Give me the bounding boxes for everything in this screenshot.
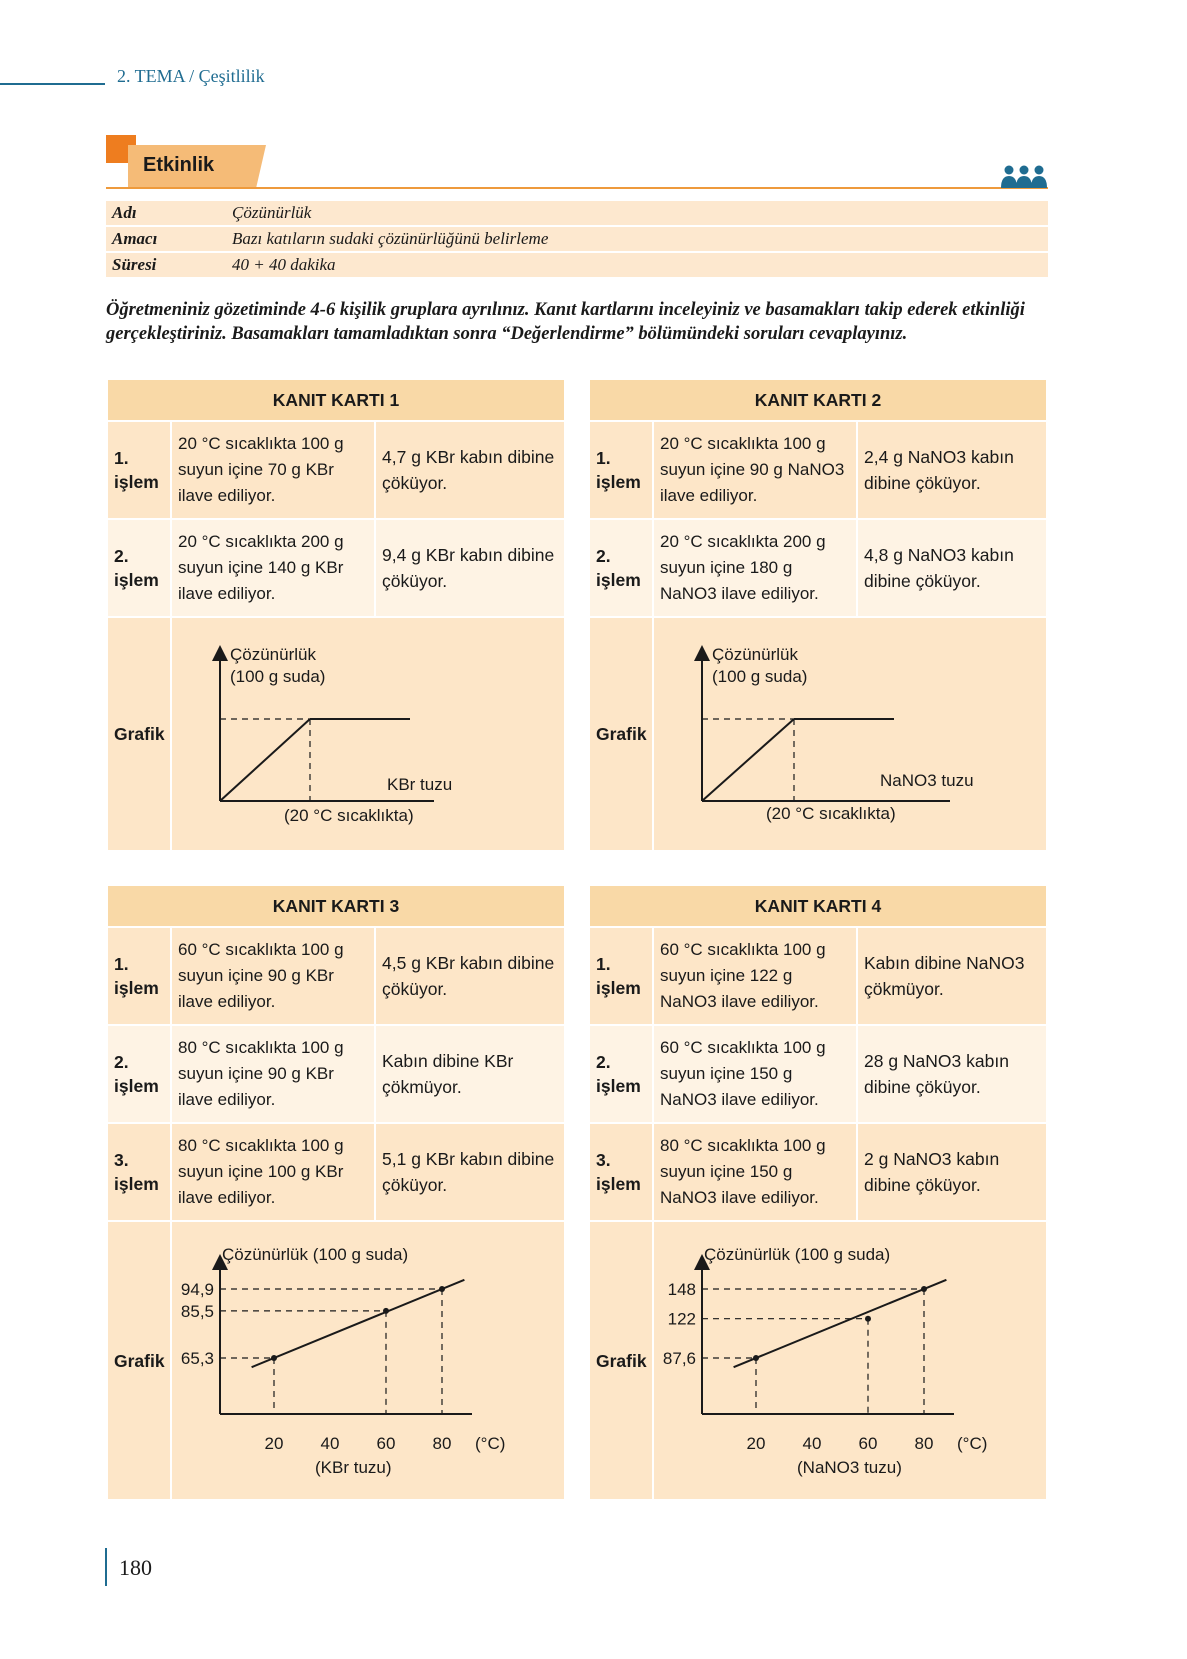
graph-cell bbox=[653, 1221, 1047, 1500]
graph-cell bbox=[171, 617, 565, 851]
evidence-card-3 bbox=[106, 884, 566, 1501]
step-condition: 20 °C sıcaklıkta 100 g suyun içine 90 g NaNO3 ilave ediliyor. bbox=[653, 421, 857, 519]
info-value: Bazı katıların sudaki çözünürlüğünü belirleme bbox=[226, 227, 1048, 251]
card-step-row bbox=[589, 1025, 1047, 1123]
info-key: Adı bbox=[106, 201, 226, 225]
x-axis-label: NaNO3 tuzu bbox=[880, 771, 974, 790]
step-condition: 80 °C sıcaklıkta 100 g suyun içine 150 g NaNO3 ilave ediliyor. bbox=[653, 1123, 857, 1221]
info-row-name bbox=[106, 201, 1048, 225]
y-tick-label: 94,9 bbox=[180, 1280, 214, 1299]
step-condition: 60 °C sıcaklıkta 100 g suyun içine 122 g NaNO3 ilave ediliyor. bbox=[653, 927, 857, 1025]
chart-xunit: (°C) bbox=[957, 1434, 988, 1453]
page-number: 180 bbox=[119, 1555, 152, 1580]
step-label: 1. işlem bbox=[107, 421, 171, 519]
x-tick-label: 20 bbox=[746, 1434, 766, 1453]
header-rule bbox=[0, 83, 105, 85]
card-step-row bbox=[107, 1123, 565, 1221]
step-result: 4,5 g KBr kabın dibine çöküyor. bbox=[375, 927, 565, 1025]
step-label: 2. işlem bbox=[589, 1025, 653, 1123]
step-label: 3. işlem bbox=[589, 1123, 653, 1221]
data-point bbox=[439, 1286, 445, 1292]
card-step-row bbox=[107, 927, 565, 1025]
step-condition: 20 °C sıcaklıkta 100 g suyun içine 70 g KBr ilave ediliyor. bbox=[171, 421, 375, 519]
card-step-row bbox=[107, 421, 565, 519]
curve-rise bbox=[702, 719, 794, 801]
step-label: 2. işlem bbox=[589, 519, 653, 617]
card-graph-row bbox=[589, 617, 1047, 851]
x-tick-label: 80 bbox=[914, 1434, 934, 1453]
card-graph-row bbox=[107, 1221, 565, 1500]
graph-label: Grafik bbox=[107, 1221, 171, 1500]
chart-xlabel: (KBr tuzu) bbox=[315, 1458, 392, 1477]
step-result: 9,4 g KBr kabın dibine çöküyor. bbox=[375, 519, 565, 617]
activity-label: Etkinlik bbox=[143, 154, 215, 176]
step-condition: 80 °C sıcaklıkta 100 g suyun içine 90 g KBr ilave ediliyor. bbox=[171, 1025, 375, 1123]
step-result: Kabın dibine NaNO3 çökmüyor. bbox=[857, 927, 1047, 1025]
card-graph-row bbox=[107, 617, 565, 851]
group-work-icon bbox=[1000, 165, 1048, 189]
x-tick-label: 60 bbox=[858, 1434, 878, 1453]
info-value: 40 + 40 dakika bbox=[226, 253, 1048, 277]
step-result: 5,1 g KBr kabın dibine çöküyor. bbox=[375, 1123, 565, 1221]
data-point bbox=[753, 1355, 759, 1361]
y-tick-label: 65,3 bbox=[180, 1349, 214, 1368]
step-result: 2,4 g NaNO3 kabın dibine çöküyor. bbox=[857, 421, 1047, 519]
data-point bbox=[865, 1316, 871, 1322]
card-title: KANIT KARTI 3 bbox=[107, 885, 565, 927]
y-axis-label: (100 g suda) bbox=[230, 667, 326, 686]
y-tick-label: 85,5 bbox=[180, 1301, 214, 1321]
y-tick-label: 122 bbox=[667, 1309, 696, 1329]
step-result: 4,7 g KBr kabın dibine çöküyor. bbox=[375, 421, 565, 519]
card-step-row bbox=[107, 519, 565, 617]
curve-rise bbox=[220, 719, 310, 801]
y-tick-label: 148 bbox=[667, 1280, 696, 1299]
step-condition: 20 °C sıcaklıkta 200 g suyun içine 140 g KBr ilave ediliyor. bbox=[171, 519, 375, 617]
step-result: Kabın dibine KBr çökmüyor. bbox=[375, 1025, 565, 1123]
y-axis-label: Çözünürlük bbox=[230, 645, 316, 664]
evidence-card-2 bbox=[588, 378, 1048, 852]
solubility-chart-nano3 bbox=[654, 1222, 1044, 1492]
card-graph-row bbox=[589, 1221, 1047, 1500]
activity-rule bbox=[106, 187, 1048, 189]
y-tick-label: 87,6 bbox=[662, 1349, 696, 1368]
instructions-text: Öğretmeniniz gözetiminde 4-6 kişilik gruplara ayrılınız. Kanıt kartlarını inceleyiniz ve basamakları takip ederek etkinliği gerçekleştiriniz. Basamakları tamamladıktan sonra “Değerlendirme” bölümündeki soruları cevaplayınız. bbox=[106, 300, 1025, 344]
step-label: 1. işlem bbox=[107, 927, 171, 1025]
step-label: 1. işlem bbox=[589, 927, 653, 1025]
x-tick-label: 80 bbox=[432, 1434, 452, 1453]
x-axis-label: KBr tuzu bbox=[387, 775, 453, 794]
card-step-row bbox=[589, 1123, 1047, 1221]
step-label: 3. işlem bbox=[107, 1123, 171, 1221]
x-tick-label: 20 bbox=[264, 1434, 284, 1453]
step-label: 2. işlem bbox=[107, 1025, 171, 1123]
graph-label: Grafik bbox=[589, 617, 653, 851]
graph-label: Grafik bbox=[589, 1221, 653, 1500]
card-step-row bbox=[589, 927, 1047, 1025]
step-result: 2 g NaNO3 kabın dibine çöküyor. bbox=[857, 1123, 1047, 1221]
graph-cell bbox=[653, 617, 1047, 851]
activity-info-table bbox=[106, 199, 1048, 279]
data-point bbox=[271, 1355, 277, 1361]
x-tick-label: 40 bbox=[320, 1434, 340, 1453]
info-row-duration bbox=[106, 253, 1048, 277]
step-condition: 80 °C sıcaklıkta 100 g suyun içine 100 g KBr ilave ediliyor. bbox=[171, 1123, 375, 1221]
card-step-row bbox=[589, 519, 1047, 617]
card-title: KANIT KARTI 2 bbox=[589, 379, 1047, 421]
series-line bbox=[252, 1280, 465, 1367]
step-label: 1. işlem bbox=[589, 421, 653, 519]
step-condition: 60 °C sıcaklıkta 100 g suyun içine 90 g KBr ilave ediliyor. bbox=[171, 927, 375, 1025]
chart-xunit: (°C) bbox=[475, 1434, 506, 1453]
chapter-header: 2. TEMA / Çeşitlilik bbox=[117, 66, 265, 86]
info-key: Süresi bbox=[106, 253, 226, 277]
solubility-chart-kbr bbox=[172, 1222, 562, 1492]
data-point bbox=[921, 1286, 927, 1292]
info-row-purpose bbox=[106, 227, 1048, 251]
solubility-graph-1 bbox=[172, 618, 562, 843]
step-result: 28 g NaNO3 kabın dibine çöküyor. bbox=[857, 1025, 1047, 1123]
chart-ylabel: Çözünürlük (100 g suda) bbox=[222, 1245, 409, 1264]
y-axis-label: Çözünürlük bbox=[712, 645, 798, 664]
step-condition: 20 °C sıcaklıkta 200 g suyun içine 180 g NaNO3 ilave ediliyor. bbox=[653, 519, 857, 617]
x-tick-label: 40 bbox=[802, 1434, 822, 1453]
x-tick-label: 60 bbox=[376, 1434, 396, 1453]
step-label: 2. işlem bbox=[107, 519, 171, 617]
graph-note: (20 °C sıcaklıkta) bbox=[284, 806, 414, 825]
data-point bbox=[383, 1308, 389, 1314]
info-key: Amacı bbox=[106, 227, 226, 251]
graph-label: Grafik bbox=[107, 617, 171, 851]
evidence-card-4 bbox=[588, 884, 1048, 1501]
card-step-row bbox=[107, 1025, 565, 1123]
step-result: 4,8 g NaNO3 kabın dibine çöküyor. bbox=[857, 519, 1047, 617]
evidence-card-1 bbox=[106, 378, 566, 852]
card-title: KANIT KARTI 4 bbox=[589, 885, 1047, 927]
chart-xlabel: (NaNO3 tuzu) bbox=[797, 1458, 902, 1477]
graph-note: (20 °C sıcaklıkta) bbox=[766, 804, 896, 823]
chart-ylabel: Çözünürlük (100 g suda) bbox=[704, 1245, 891, 1264]
card-title: KANIT KARTI 1 bbox=[107, 379, 565, 421]
y-axis-label: (100 g suda) bbox=[712, 667, 808, 686]
card-step-row bbox=[589, 421, 1047, 519]
graph-cell bbox=[171, 1221, 565, 1500]
info-value: Çözünürlük bbox=[226, 201, 1048, 225]
series-line bbox=[734, 1280, 947, 1367]
step-condition: 60 °C sıcaklıkta 100 g suyun içine 150 g NaNO3 ilave ediliyor. bbox=[653, 1025, 857, 1123]
solubility-graph-2 bbox=[654, 618, 1044, 843]
page-number-bar bbox=[105, 1548, 107, 1586]
